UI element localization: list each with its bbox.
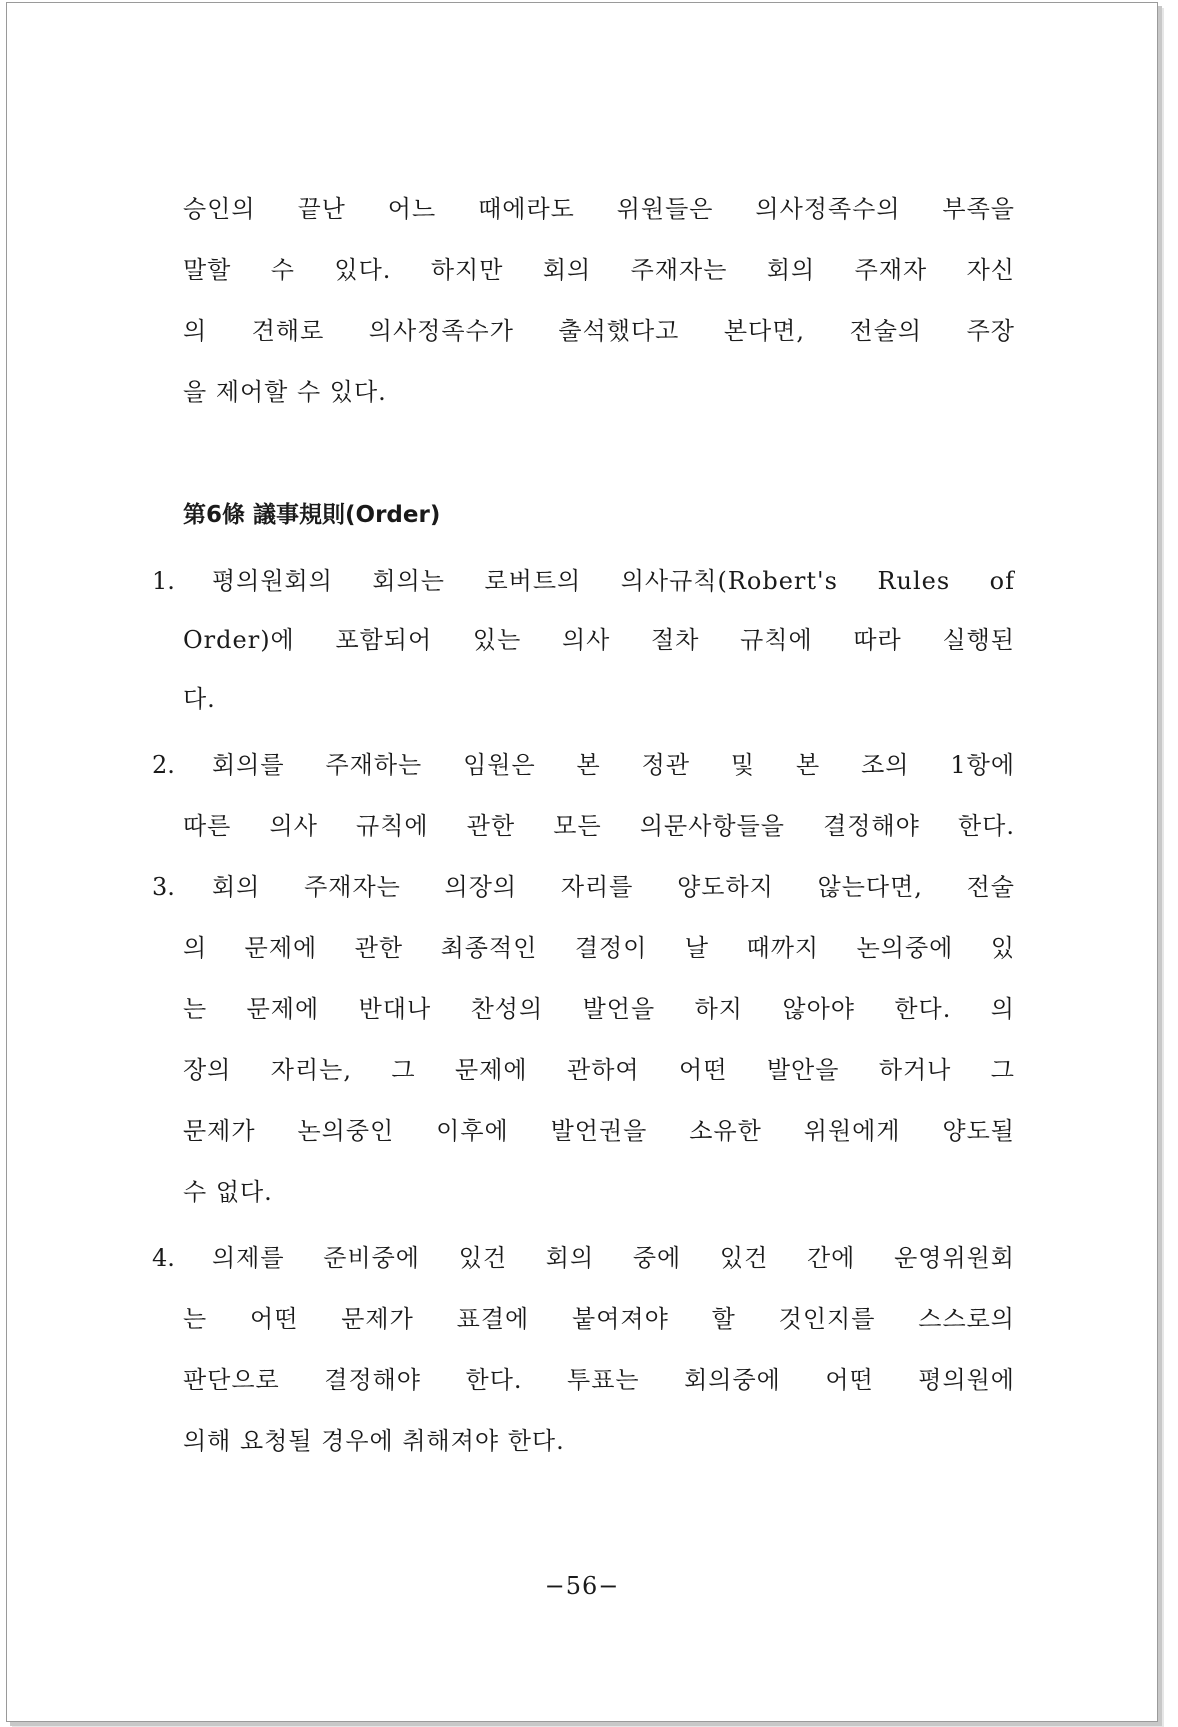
intro-line: 을 제어할 수 있다.: [183, 378, 387, 406]
intro-line: 의 견해로 의사정족수가 출석했다고 본다면, 전술의 주장: [183, 317, 1015, 345]
section-heading: 第6條 議事規則(Order): [183, 502, 441, 528]
item-line: 의 문제에 관한 최종적인 결정이 날 때까지 논의중에 있: [183, 934, 1015, 962]
item-line: 회의 주재자는 의장의 자리를 양도하지 않는다면, 전술: [212, 873, 1015, 901]
item-line: 문제가 논의중인 이후에 발언권을 소유한 위원에게 양도될: [183, 1117, 1015, 1145]
item-line: 의제를 준비중에 있건 회의 중에 있건 간에 운영위원회: [212, 1244, 1015, 1272]
document-page: [6, 2, 1158, 1722]
intro-line: 말할 수 있다. 하지만 회의 주재자는 회의 주재자 자신: [183, 256, 1015, 284]
item-line: Order)에 포함되어 있는 의사 절차 규칙에 따라 실행된: [183, 626, 1015, 654]
item-number: 2.: [152, 751, 175, 779]
item-line: 다.: [183, 685, 216, 713]
item-line: 따른 의사 규칙에 관한 모든 의문사항들을 결정해야 한다.: [183, 812, 1015, 840]
item-line: 회의를 주재하는 임원은 본 정관 및 본 조의 1항에: [212, 751, 1015, 779]
page-number: −56−: [544, 1572, 620, 1600]
item-line: 수 없다.: [183, 1178, 273, 1206]
item-number: 3.: [152, 873, 175, 901]
intro-line: 승인의 끝난 어느 때에라도 위원들은 의사정족수의 부족을: [183, 195, 1015, 223]
item-line: 평의원회의 회의는 로버트의 의사규칙(Robert's Rules of: [212, 567, 1015, 595]
item-line: 는 문제에 반대나 찬성의 발언을 하지 않아야 한다. 의: [183, 995, 1015, 1023]
item-line: 는 어떤 문제가 표결에 붙여져야 할 것인지를 스스로의: [183, 1305, 1015, 1333]
item-line: 판단으로 결정해야 한다. 투표는 회의중에 어떤 평의원에: [183, 1366, 1015, 1394]
item-number: 1.: [152, 567, 175, 595]
item-line: 의해 요청될 경우에 취해져야 한다.: [183, 1427, 565, 1455]
page-content: [7, 3, 1157, 1721]
item-line: 장의 자리는, 그 문제에 관하여 어떤 발안을 하거나 그: [183, 1056, 1015, 1084]
item-number: 4.: [152, 1244, 175, 1272]
